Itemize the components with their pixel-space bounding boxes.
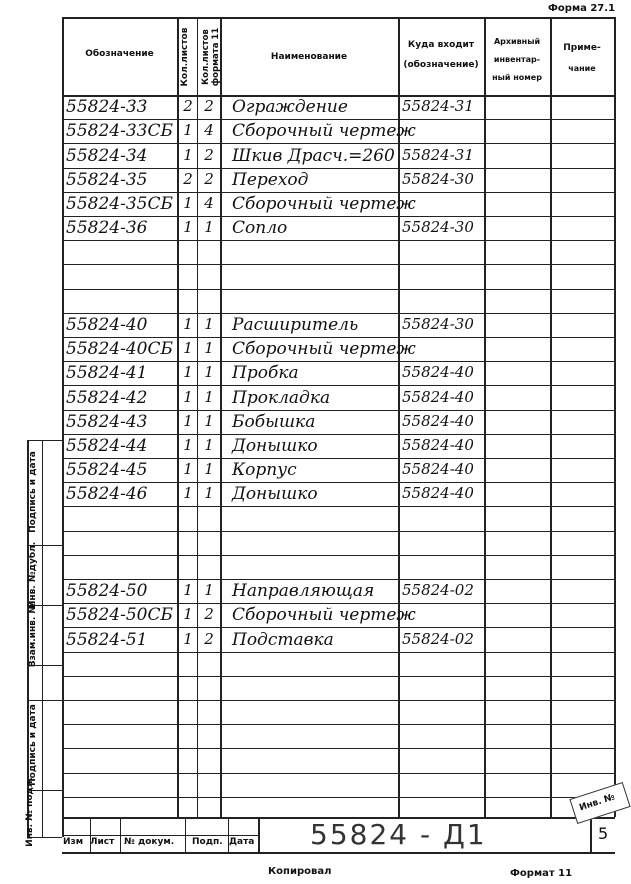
row-sheets-a11: 2: [204, 97, 214, 116]
table-row-line: [62, 700, 615, 701]
row-name: Пробка: [232, 363, 299, 384]
header-name: Наименование: [270, 52, 348, 62]
row-designation: 55824-50: [66, 581, 148, 602]
row-sheets: 1: [183, 363, 193, 382]
table-row-line: [62, 579, 615, 580]
row-destination: 55824-40: [402, 387, 474, 406]
col-line-6: [550, 17, 552, 817]
tb-date: Дата: [229, 837, 255, 847]
table-row-line: [62, 603, 615, 604]
header-archive-1: Архивный: [493, 37, 541, 46]
tb-col-6: [590, 817, 592, 852]
tb-izm: Изм: [63, 837, 84, 847]
table-row-line: [62, 143, 615, 144]
row-sheets-a11: 2: [204, 629, 214, 648]
row-sheets: 1: [183, 194, 193, 212]
header-where-2: (обозначение): [403, 60, 479, 70]
row-sheets-a11: 1: [204, 315, 214, 333]
row-designation: 55824-33: [66, 97, 148, 118]
row-sheets: 1: [183, 581, 193, 600]
side-label-inv-dubl: Инв. №дубл.: [28, 541, 38, 609]
table-row-line: [62, 313, 615, 314]
table-row-line: [62, 652, 615, 653]
row-name: Донышко: [232, 436, 318, 456]
header-sheets-a11: Кол.листов формата 11: [201, 27, 221, 87]
row-designation: 55824-45: [66, 460, 148, 481]
header-sheets: Кол.листов: [180, 27, 190, 87]
table-row-line: [62, 192, 615, 193]
row-designation: 55824-35СБ: [66, 194, 173, 214]
table-row-line: [62, 724, 615, 725]
row-destination: 55824-30: [402, 169, 474, 188]
row-sheets-a11: 1: [204, 387, 214, 406]
row-destination: 55824-40: [402, 484, 474, 503]
row-destination: 55824-02: [402, 629, 474, 648]
row-destination: 55824-30: [402, 218, 474, 237]
row-name: Переход: [232, 169, 309, 190]
row-designation: 55824-34: [66, 145, 148, 166]
row-sheets: 1: [183, 387, 193, 406]
row-designation: 55824-35: [66, 169, 148, 190]
title-block-bottom: [62, 852, 615, 854]
table-row-line: [62, 676, 615, 677]
table-row-line: [62, 555, 615, 556]
row-name: Ограждение: [232, 97, 348, 118]
row-sheets: 1: [183, 145, 193, 164]
table-row-line: [62, 531, 615, 532]
form-label: Форма 27.1: [548, 3, 616, 14]
row-destination: 55824-40: [402, 460, 474, 479]
table-row-line: [62, 410, 615, 411]
table-row-line: [62, 773, 615, 774]
row-designation: 55824-51: [66, 629, 148, 650]
row-sheets: 1: [183, 484, 193, 503]
row-destination: 55824-40: [402, 363, 474, 382]
row-sheets-a11: 1: [204, 484, 214, 503]
row-sheets: 1: [183, 411, 193, 430]
tb-col-2: [120, 817, 121, 852]
row-destination: 55824-30: [402, 315, 474, 333]
row-destination: 55824-40: [402, 436, 474, 454]
row-sheets: 1: [183, 436, 193, 454]
row-name: Прокладка: [232, 387, 331, 408]
table-row-line: [62, 119, 615, 120]
row-name: Сборочный чертеж: [232, 339, 416, 360]
table-row-line: [62, 506, 615, 507]
tb-col-3: [185, 817, 186, 852]
frame-top: [62, 17, 615, 19]
row-designation: 55824-40СБ: [66, 339, 173, 360]
row-sheets-a11: 1: [204, 581, 214, 600]
table-row-line: [62, 264, 615, 265]
table-row-line: [62, 361, 615, 362]
row-name: Расширитель: [232, 315, 359, 335]
table-row-line: [62, 434, 615, 435]
row-designation: 55824-46: [66, 484, 148, 505]
row-designation: 55824-50СБ: [66, 605, 173, 626]
tb-doc-num: № докум.: [124, 837, 175, 847]
row-designation: 55824-42: [66, 387, 148, 408]
side-frame-mid: [42, 440, 43, 837]
table-row-line: [62, 289, 615, 290]
tb-sign: Подп.: [192, 837, 223, 847]
header-archive-2: инвентар-: [493, 55, 541, 64]
side-label-sign-date-2: Подпись и дата: [28, 704, 38, 786]
side-div-1: [27, 440, 62, 441]
side-label-sign-date-1: Подпись и дата: [28, 451, 38, 533]
header-archive-3: ный номер: [492, 73, 542, 82]
row-sheets-a11: 4: [204, 194, 214, 212]
row-name: Сборочный чертеж: [232, 194, 416, 214]
row-sheets: 2: [183, 97, 193, 116]
header-designation: Обозначение: [85, 49, 154, 59]
row-sheets-a11: 2: [204, 169, 214, 188]
copied-label: Копировал: [268, 866, 332, 877]
sheet-number: 5: [598, 824, 609, 843]
row-sheets-a11: 2: [204, 605, 214, 624]
row-designation: 55824-40: [66, 315, 148, 335]
row-designation: 55824-43: [66, 411, 148, 432]
row-sheets: 1: [183, 218, 193, 237]
table-row-line: [62, 797, 615, 798]
row-sheets-a11: 1: [204, 436, 214, 454]
row-sheets-a11: 1: [204, 218, 214, 237]
table-row-line: [62, 385, 615, 386]
row-sheets-a11: 1: [204, 363, 214, 382]
table-row-line: [62, 337, 615, 338]
row-designation: 55824-33СБ: [66, 121, 173, 142]
table-row-line: [62, 482, 615, 483]
table-row-line: [62, 627, 615, 628]
row-name: Сопло: [232, 218, 288, 239]
format-label: Формат 11: [510, 868, 573, 879]
row-sheets: 1: [183, 339, 193, 358]
stamp-corner: Инв. №: [569, 782, 630, 824]
header-where-1: Куда входит: [407, 40, 475, 50]
row-sheets: 1: [183, 460, 193, 479]
row-name: Шкив Драсч.=260: [232, 145, 395, 166]
row-name: Корпус: [232, 460, 297, 481]
frame-left: [62, 17, 64, 837]
table-row-line: [62, 458, 615, 459]
row-sheets-a11: 1: [204, 411, 214, 430]
table-row-line: [62, 168, 615, 169]
row-name: Сборочный чертеж: [232, 121, 416, 142]
row-designation: 55824-44: [66, 436, 148, 456]
row-name: Подставка: [232, 629, 334, 650]
row-sheets: 1: [183, 605, 193, 624]
row-destination: 55824-02: [402, 581, 474, 600]
document-code: 55824 - Д1: [310, 818, 487, 851]
row-name: Бобышка: [232, 411, 316, 432]
row-name: Направляющая: [232, 581, 375, 602]
table-row-line: [62, 748, 615, 749]
row-destination: 55824-40: [402, 411, 474, 430]
row-destination: 55824-31: [402, 97, 474, 116]
row-sheets: 1: [183, 315, 193, 333]
row-sheets-a11: 2: [204, 145, 214, 164]
tb-col-5: [258, 817, 260, 852]
row-sheets-a11: 4: [204, 121, 214, 140]
row-designation: 55824-41: [66, 363, 148, 384]
header-note-2: чание: [568, 64, 596, 73]
row-name: Сборочный чертеж: [232, 605, 416, 626]
side-label-inv-orig: Инв. № подл.: [25, 777, 35, 847]
row-name: Донышко: [232, 484, 318, 505]
frame-right: [614, 17, 616, 817]
tb-list: Лист: [90, 837, 115, 847]
row-destination: 55824-31: [402, 145, 474, 164]
row-sheets: 2: [183, 169, 193, 188]
row-sheets-a11: 1: [204, 339, 214, 358]
header-note-1: Приме-: [563, 43, 601, 53]
col-line-3: [220, 17, 222, 817]
row-designation: 55824-36: [66, 218, 148, 239]
col-line-5: [484, 17, 486, 817]
table-row-line: [62, 216, 615, 217]
side-label-vzam: Взам.инв. №: [28, 602, 38, 668]
row-sheets: 1: [183, 629, 193, 648]
row-sheets: 1: [183, 121, 193, 140]
table-row-line: [62, 240, 615, 241]
row-sheets-a11: 1: [204, 460, 214, 479]
